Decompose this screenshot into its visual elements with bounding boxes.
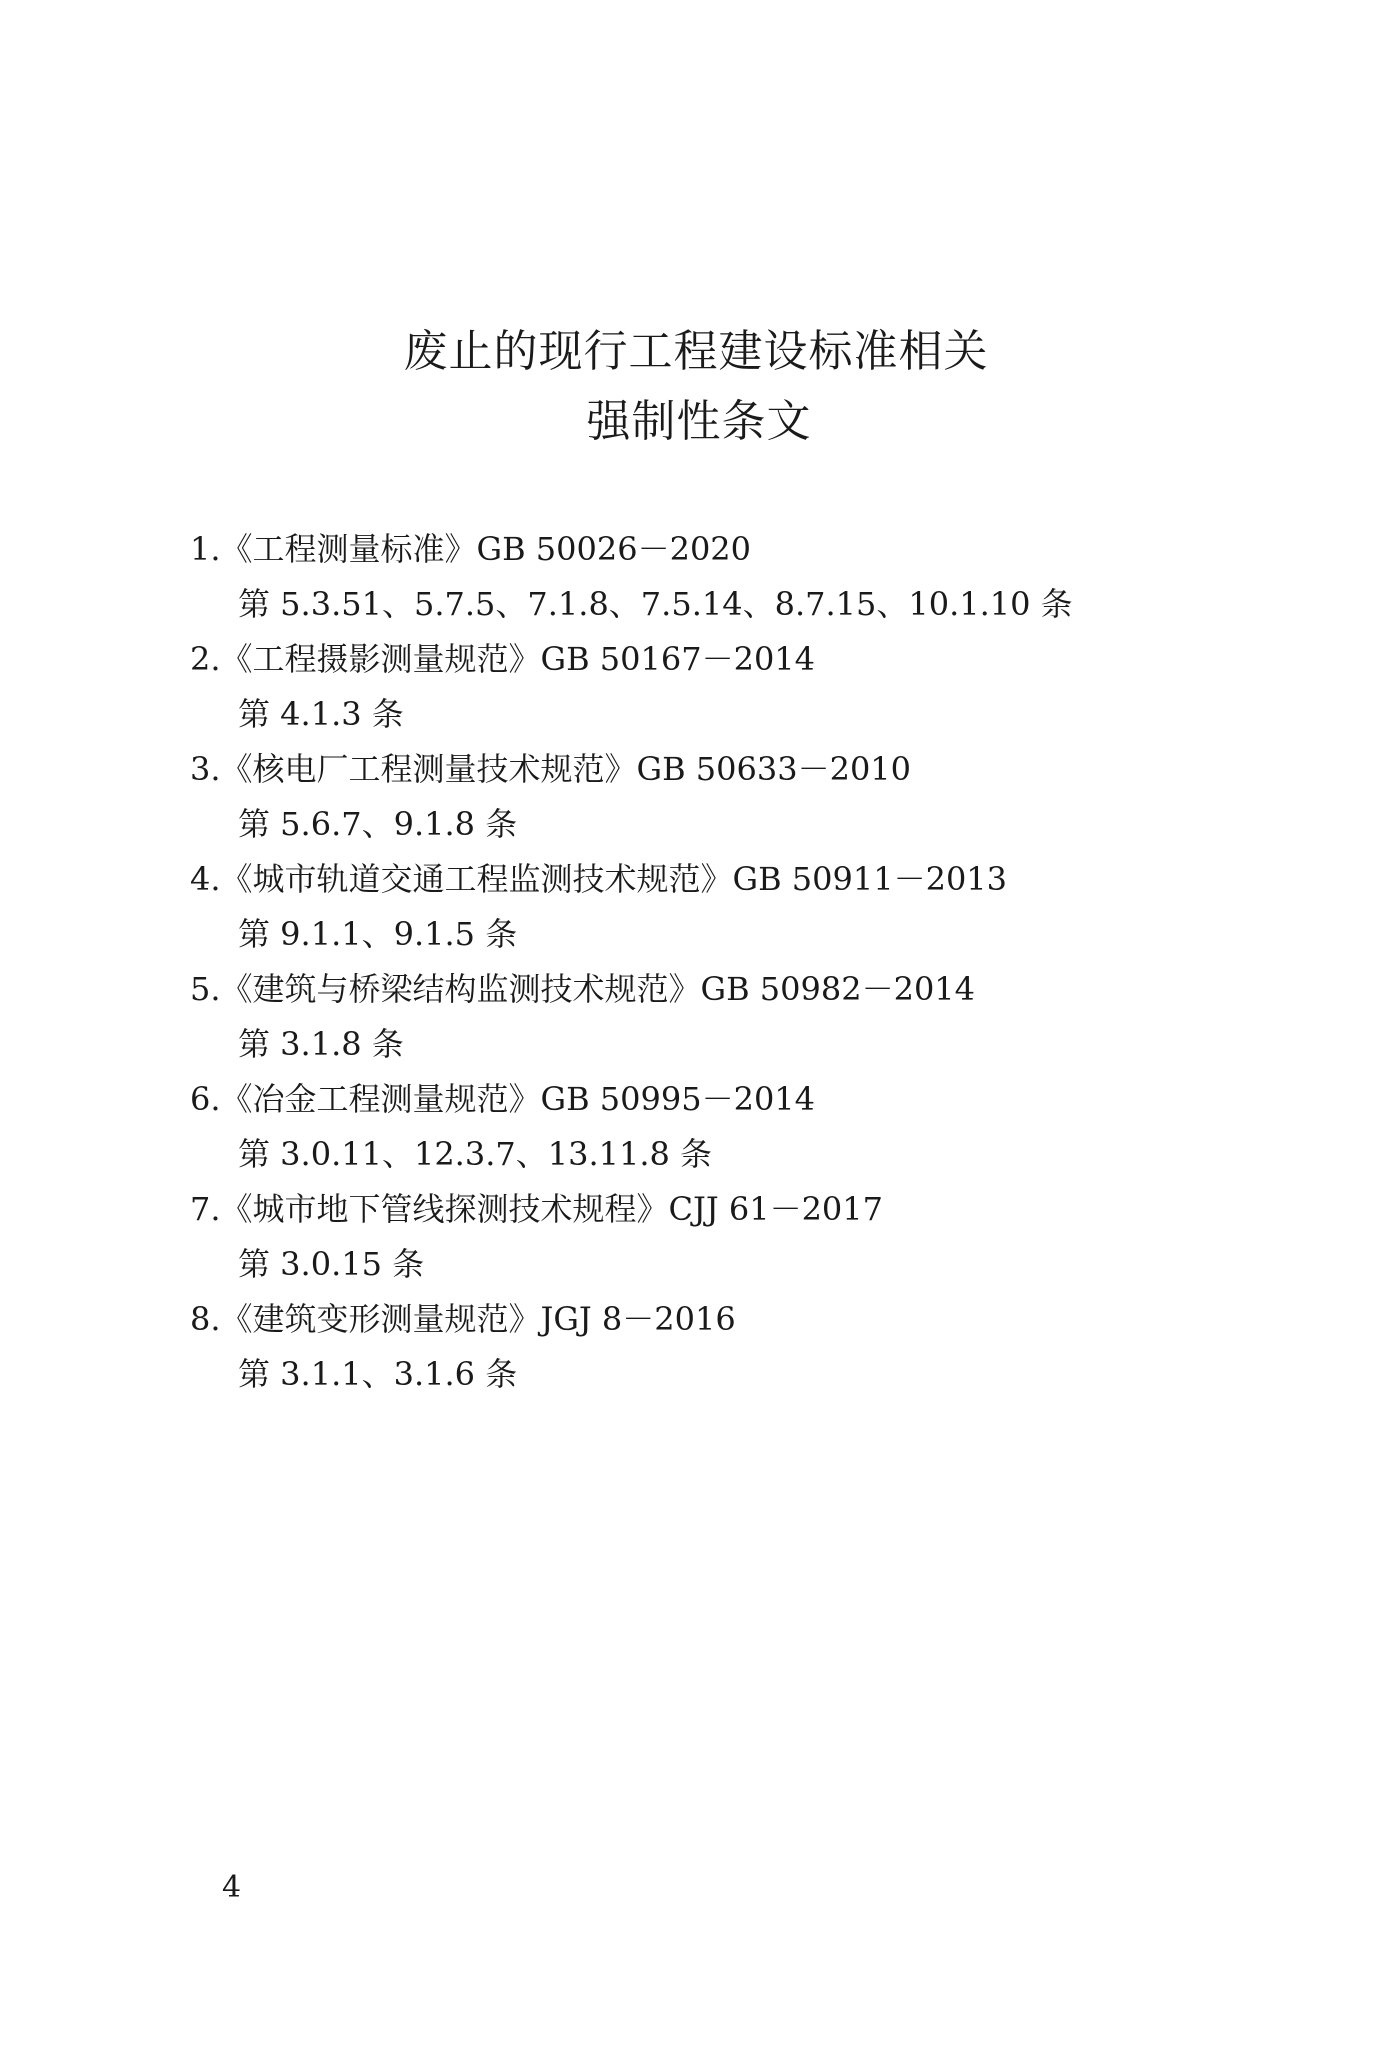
list-item <box>190 632 1290 742</box>
list-item <box>190 1182 1290 1292</box>
standard-heading: 4.《城市轨道交通工程监测技术规范》GB 50911－2013 <box>190 860 1008 898</box>
standards-list <box>190 522 1290 1402</box>
standard-heading: 1.《工程测量标准》GB 50026－2020 <box>190 530 752 568</box>
standard-heading: 5.《建筑与桥梁结构监测技术规范》GB 50982－2014 <box>190 970 976 1008</box>
standard-clauses: 第 5.6.7、9.1.8 条 <box>238 805 518 843</box>
list-item <box>190 852 1290 962</box>
list-item <box>190 742 1290 852</box>
standard-clauses: 第 5.3.51、5.7.5、7.1.8、7.5.14、8.7.15、10.1.10 条 <box>238 585 1073 623</box>
title-line-1: 废止的现行工程建设标准相关 <box>403 326 989 377</box>
standard-heading: 8.《建筑变形测量规范》JGJ 8－2016 <box>190 1300 736 1338</box>
standard-clauses: 第 4.1.3 条 <box>238 695 404 733</box>
standard-clauses: 第 3.1.8 条 <box>238 1025 404 1063</box>
standard-clauses: 第 3.0.15 条 <box>238 1245 425 1283</box>
standard-clauses: 第 3.1.1、3.1.6 条 <box>238 1355 518 1393</box>
list-item <box>190 962 1290 1072</box>
title-line-2: 强制性条文 <box>586 396 812 447</box>
standard-heading: 7.《城市地下管线探测技术规程》CJJ 61－2017 <box>190 1190 884 1228</box>
page-title <box>0 318 1392 456</box>
standard-clauses: 第 3.0.11、12.3.7、13.11.8 条 <box>238 1135 713 1173</box>
page-number: 4 <box>222 1870 242 1905</box>
standard-heading: 6.《冶金工程测量规范》GB 50995－2014 <box>190 1080 816 1118</box>
standard-clauses: 第 9.1.1、9.1.5 条 <box>238 915 518 953</box>
list-item <box>190 1292 1290 1402</box>
standard-heading: 3.《核电厂工程测量技术规范》GB 50633－2010 <box>190 750 912 788</box>
list-item <box>190 1072 1290 1182</box>
list-item <box>190 522 1290 632</box>
standard-heading: 2.《工程摄影测量规范》GB 50167－2014 <box>190 640 816 678</box>
